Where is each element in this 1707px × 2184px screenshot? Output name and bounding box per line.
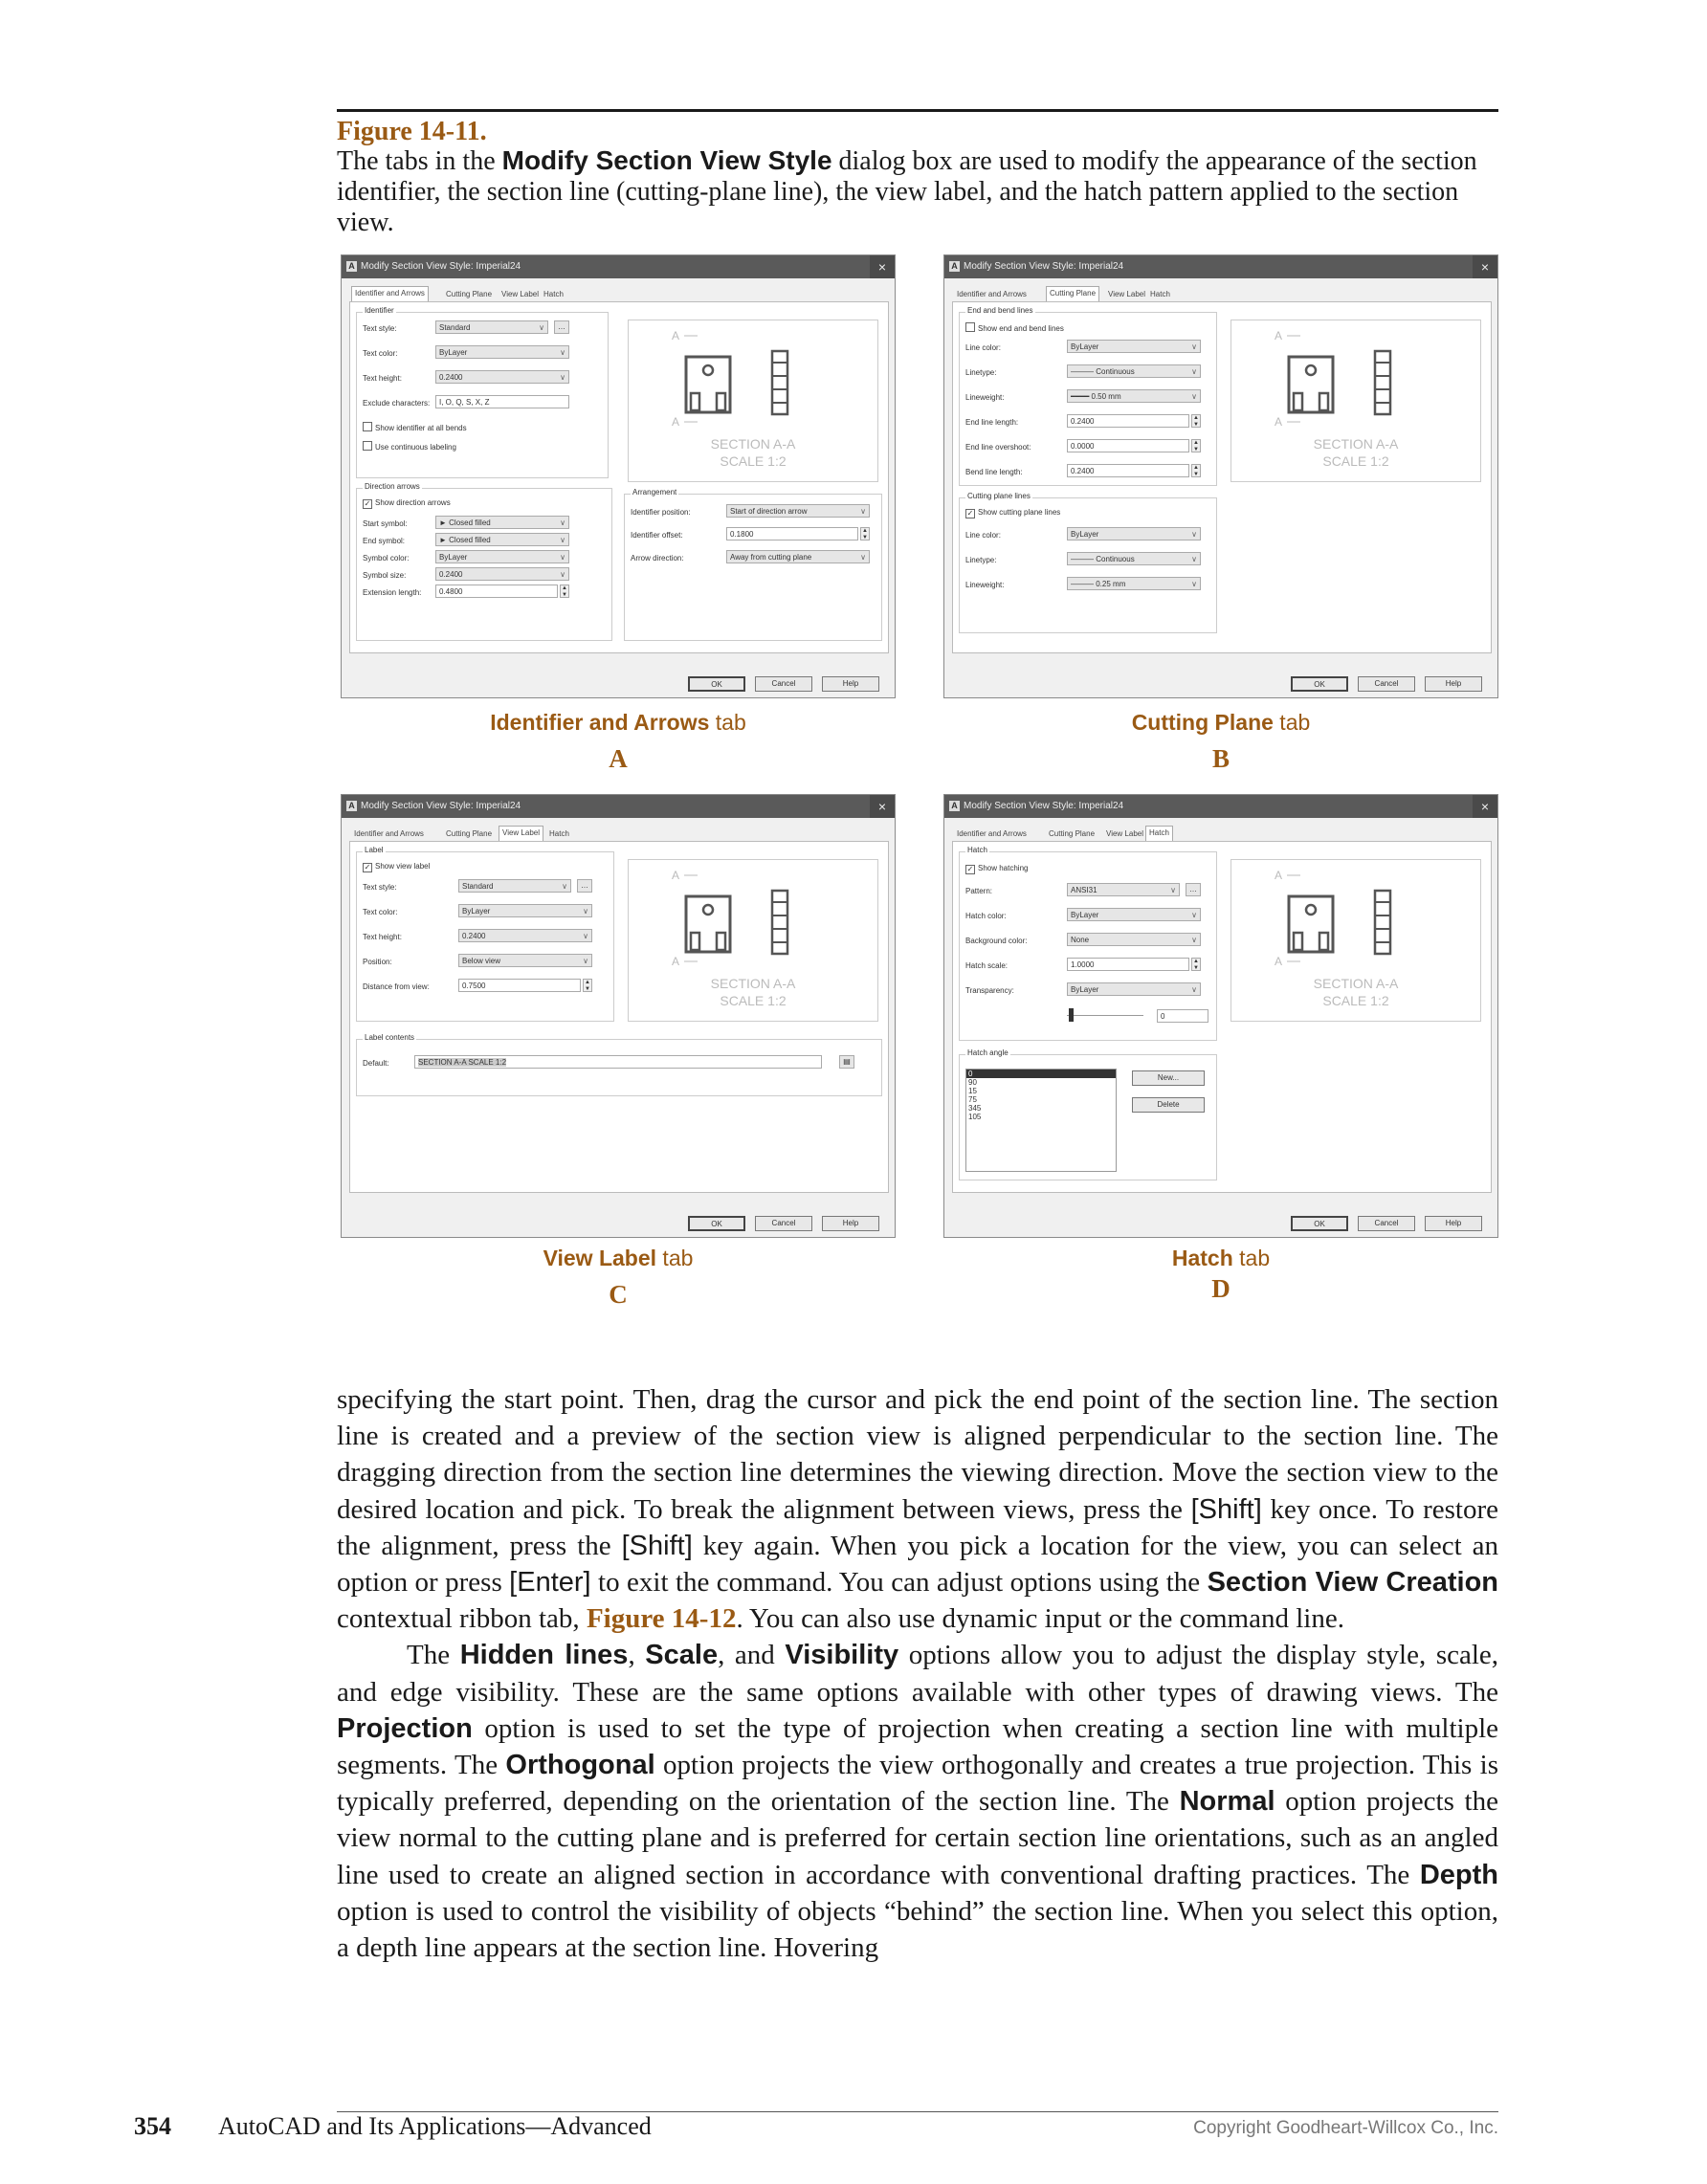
autocad-icon: A [949, 801, 960, 811]
text-height-select[interactable]: 0.2400 ∨ [435, 370, 569, 384]
text-run: key once. To restore the alignment, press the [337, 1493, 1498, 1561]
field-label: Text color: [363, 349, 398, 358]
text-run: , [628, 1640, 646, 1671]
caption-tab-b [1030, 710, 1412, 736]
key-enter: [Enter] [509, 1567, 591, 1599]
line-color-select[interactable]: ByLayer ∨ [1067, 340, 1201, 353]
tab-cutting-plane[interactable]: Cutting Plane [1046, 286, 1099, 302]
caption-tab-d [1030, 1246, 1412, 1271]
group-title: Identifier [365, 306, 394, 315]
autocad-icon: A [949, 261, 960, 272]
transparency-slider-handle[interactable] [1069, 1008, 1074, 1022]
preview-scale-label: SCALE 1:2 [1322, 453, 1389, 469]
tab-name: Hatch [1171, 1246, 1233, 1270]
transparency-select[interactable]: ByLayer ∨ [1067, 982, 1201, 996]
ok-button[interactable]: OK [1291, 1216, 1348, 1231]
text-color-select[interactable]: ByLayer ∨ [458, 904, 592, 917]
marker-top: A [1275, 329, 1283, 342]
field-label: Bend line length: [965, 468, 1023, 476]
text-style-select[interactable]: Standard ∨ [435, 320, 548, 334]
dialog-title: Modify Section View Style: Imperial24 [361, 261, 521, 272]
field-label: Line color: [965, 531, 1001, 540]
marker-top: A [1275, 869, 1283, 882]
list-item[interactable]: 345 [968, 1104, 982, 1113]
identifier-group [356, 306, 609, 478]
ok-button[interactable]: OK [688, 676, 745, 692]
field-label: Arrow direction: [631, 554, 684, 563]
field-label: Distance from view: [363, 982, 430, 991]
ellipsis-button[interactable]: … [554, 320, 569, 334]
field-label: Text height: [363, 933, 402, 941]
tab-word: tab [656, 1246, 694, 1270]
figure-reference-link[interactable]: Figure 14-12 [586, 1603, 737, 1635]
field-label: Text style: [363, 324, 397, 333]
tab-view-label[interactable]: View Label [1108, 290, 1145, 298]
text-run: option projects the view normal to the cutting plane and is preferred for certain section line orientations, such as an angled line used to create an aligned section in accordance with conventional drafting practices. The [337, 1786, 1498, 1890]
key-shift: [Shift] [1190, 1493, 1262, 1525]
copyright-notice: Copyright Goodheart-Willcox Co., Inc. [1193, 2118, 1498, 2138]
group-title: Label [365, 846, 384, 854]
end-symbol-select[interactable]: ► Closed filled ∨ [435, 533, 569, 546]
option-name: Visibility [785, 1640, 899, 1671]
show-cutting-checkbox[interactable]: ✓ Show cutting plane lines [966, 508, 1061, 518]
show-all-bends-checkbox[interactable] [363, 422, 467, 432]
cutting-plane-lines-group [959, 492, 1217, 633]
hatch-angle-group [959, 1048, 1217, 1180]
preview-scale-label: SCALE 1:2 [720, 993, 787, 1008]
field-insert-icon[interactable]: ▤ [839, 1055, 854, 1069]
text-style-select[interactable]: Standard ∨ [458, 879, 571, 893]
preview-scale-label: SCALE 1:2 [720, 453, 787, 469]
tab-name: Cutting Plane [1131, 710, 1274, 735]
cancel-button[interactable]: Cancel [755, 676, 812, 692]
field-label: Position: [363, 958, 392, 966]
field-label: Background color: [965, 937, 1028, 945]
spinner[interactable]: ▲ ▼ [560, 585, 569, 598]
text-run: The [407, 1640, 460, 1671]
help-button[interactable]: Help [822, 1216, 879, 1231]
option-name: Scale [645, 1640, 719, 1671]
hatch-scale-input[interactable]: 1.0000 [1067, 958, 1189, 971]
list-item[interactable]: 75 [968, 1095, 977, 1104]
letter-d: D [1211, 1274, 1230, 1303]
list-item[interactable]: 15 [968, 1087, 977, 1095]
paragraph-2 [337, 1637, 1498, 1966]
cutting-line-color-select[interactable]: ByLayer ∨ [1067, 527, 1201, 540]
tab-name: View Label [543, 1246, 657, 1270]
help-button[interactable]: Help [1425, 1216, 1482, 1231]
preview-section-label: SECTION A-A [710, 436, 796, 452]
dialog-title: Modify Section View Style: Imperial24 [964, 261, 1124, 272]
preview-scale-label: SCALE 1:2 [1322, 993, 1389, 1008]
checkbox-label: Show cutting plane lines [978, 508, 1061, 517]
checkbox-label: Use continuous labeling [375, 443, 456, 452]
field-label: Text height: [363, 374, 402, 383]
preview-pane [628, 859, 878, 1022]
section-preview-graphic [629, 860, 877, 1021]
autocad-icon: A [346, 261, 357, 272]
symbol-size-select[interactable]: 0.2400 ∨ [435, 567, 569, 581]
field-label: Default: [363, 1059, 389, 1068]
hatch-color-select[interactable]: ByLayer ∨ [1067, 908, 1201, 921]
show-hatching-checkbox[interactable]: ✓ Show hatching [966, 864, 1029, 873]
option-name: Hidden lines [459, 1640, 629, 1671]
field-label: Start symbol: [363, 519, 408, 528]
text-run: contextual ribbon tab, [337, 1603, 587, 1635]
tab-identifier-arrows[interactable]: Identifier and Arrows [957, 290, 1027, 298]
close-icon[interactable]: × [1473, 795, 1497, 818]
tab-cutting-plane[interactable]: Cutting Plane [446, 829, 493, 838]
field-label: Text style: [363, 883, 397, 892]
linetype-select[interactable]: ——— Continuous ∨ [1067, 364, 1201, 378]
caption-dialog-name: Modify Section View Style [501, 145, 832, 175]
dialog-cutting-plane [943, 254, 1498, 698]
end-overshoot-input[interactable]: 0.0000 [1067, 439, 1189, 452]
dialog-view-label [341, 794, 896, 1238]
letter-c: C [609, 1280, 628, 1309]
default-label-input[interactable] [414, 1055, 822, 1069]
field-label: Linetype: [965, 556, 997, 564]
field-label: Text color: [363, 908, 398, 916]
field-value: SECTION A-A SCALE 1:2 [418, 1058, 507, 1067]
option-name: Orthogonal [505, 1750, 655, 1781]
cancel-button[interactable]: Cancel [1358, 676, 1415, 692]
help-button[interactable]: Help [822, 676, 879, 692]
group-title: Arrangement [632, 488, 677, 496]
arrow-direction-select[interactable]: Away from cutting plane ∨ [726, 550, 870, 563]
cancel-button[interactable]: Cancel [755, 1216, 812, 1231]
marker-top: A [672, 869, 680, 882]
spinner[interactable]: ▲ ▼ [860, 527, 870, 540]
label-contents-group [356, 1033, 882, 1096]
direction-arrows-group [356, 482, 612, 641]
identifier-position-select[interactable]: Start of direction arrow ∨ [726, 504, 870, 518]
field-label: Lineweight: [965, 581, 1005, 589]
text-run: . You can also use dynamic input or the command line. [736, 1603, 1344, 1635]
option-name: Normal [1179, 1786, 1275, 1818]
book-title: AutoCAD and Its Applications—Advanced [218, 2112, 652, 2140]
tab-hatch[interactable]: Hatch [543, 290, 564, 298]
tab-identifier-arrows[interactable]: Identifier and Arrows [354, 829, 424, 838]
dialog-identifier-arrows [341, 254, 896, 698]
transparency-slider-track [1067, 1015, 1143, 1016]
checkbox-label: Show identifier at all bends [375, 424, 467, 432]
preview-section-label: SECTION A-A [1313, 436, 1399, 452]
key-shift: [Shift] [621, 1530, 693, 1561]
start-symbol-select[interactable]: ► Closed filled ∨ [435, 516, 569, 529]
preview-pane [1230, 320, 1481, 482]
field-label: End line length: [965, 418, 1019, 427]
tab-view-label[interactable]: View Label [1106, 829, 1143, 838]
marker-bottom: A [672, 415, 680, 429]
tab-hatch[interactable]: Hatch [549, 829, 569, 838]
group-title: Hatch [967, 846, 987, 854]
tab-view-label[interactable]: View Label [501, 290, 539, 298]
bend-length-input[interactable]: 0.2400 [1067, 464, 1189, 477]
spinner[interactable]: ▲ ▼ [1191, 439, 1201, 452]
text-run: specifying the start point. Then, drag the cursor and pick the end point of the section line. The section line is created and a preview of the section view is aligned perpendicular to the section line. The dragging direction from the section line determines the viewing direction. Move the section view to the desired location and pick. To break the alignment between views, press the [337, 1384, 1498, 1525]
close-icon[interactable]: × [870, 795, 895, 818]
close-icon[interactable]: × [870, 255, 895, 278]
exclude-chars-input[interactable]: I, O, Q, S, X, Z [435, 395, 569, 408]
tab-cutting-plane[interactable]: Cutting Plane [446, 290, 493, 298]
field-label: End symbol: [363, 537, 406, 545]
delete-angle-button[interactable]: Delete [1132, 1097, 1205, 1113]
text-run: options allow you to adjust the display style, scale, and edge visibility. These are the same options available with other types of drawing views. The [337, 1640, 1499, 1708]
text-run: option is used to set the type of projection when creating a section line with multiple segments. The [337, 1712, 1498, 1781]
group-title: End and bend lines [967, 306, 1033, 315]
close-icon[interactable]: × [1473, 255, 1497, 278]
spinner[interactable]: ▲ ▼ [1191, 958, 1201, 971]
caption-tab-a [427, 710, 809, 736]
figure-label: Figure 14-11. [337, 117, 487, 146]
field-label: End line overshoot: [965, 443, 1031, 452]
paragraph-1 [337, 1381, 1498, 1637]
tab-view-label[interactable]: View Label [499, 826, 543, 842]
caption-tab-c [427, 1246, 809, 1271]
hatch-group [959, 846, 1217, 1041]
section-preview-graphic [1231, 320, 1480, 481]
cancel-button[interactable]: Cancel [1358, 1216, 1415, 1231]
field-label: Line color: [965, 343, 1001, 352]
ellipsis-button[interactable]: … [1186, 883, 1201, 896]
hatch-angle-list[interactable] [965, 1069, 1117, 1172]
distance-input[interactable]: 0.7500 [458, 979, 581, 992]
tab-word: tab [1232, 1246, 1271, 1270]
dialog-titlebar [944, 255, 1497, 278]
preview-section-label: SECTION A-A [710, 976, 796, 991]
select-value: Closed filled [449, 536, 491, 544]
show-end-checkbox[interactable] [965, 322, 1064, 333]
text-run: key again. When you pick a location for the view, you can select an option or press [337, 1530, 1499, 1599]
spinner[interactable]: ▲ ▼ [1191, 464, 1201, 477]
marker-bottom: A [1275, 955, 1283, 968]
text-run: option is used to control the visibility of objects “behind” the section line. When you select this option, a depth line appears at the section line. Hovering [337, 1895, 1498, 1964]
select-value: 0.50 mm [1091, 392, 1121, 401]
tab-cutting-plane[interactable]: Cutting Plane [1049, 829, 1096, 838]
option-name: Depth [1419, 1859, 1498, 1890]
select-value: Closed filled [449, 518, 491, 527]
transparency-value-input[interactable]: 0 [1157, 1009, 1208, 1023]
field-label: Exclude characters: [363, 399, 431, 408]
identifier-offset-input[interactable]: 0.1800 [726, 527, 858, 540]
tab-name: Identifier and Arrows [490, 710, 710, 735]
ok-button[interactable]: OK [1291, 676, 1348, 692]
label-group [356, 846, 614, 1022]
spinner[interactable]: ▲ ▼ [583, 979, 592, 992]
checkbox-label: Show hatching [978, 864, 1029, 872]
select-value: Continuous [1096, 367, 1135, 376]
dialog-titlebar [944, 795, 1497, 818]
list-item[interactable]: 0 [966, 1070, 1116, 1078]
symbol-color-select[interactable]: ByLayer ∨ [435, 550, 569, 563]
tab-identifier-arrows[interactable]: Identifier and Arrows [957, 829, 1027, 838]
letter-b: B [1211, 744, 1230, 773]
letter-a: A [609, 744, 628, 773]
select-value: Continuous [1096, 555, 1135, 563]
field-label: Identifier offset: [631, 531, 683, 540]
field-label: Pattern: [965, 887, 993, 895]
tab-identifier-arrows[interactable]: Identifier and Arrows [351, 286, 429, 302]
field-label: Extension length: [363, 588, 422, 597]
checkbox-label: Show end and bend lines [978, 324, 1064, 333]
group-title: Label contents [365, 1033, 415, 1042]
text-run: option projects the view orthogonally and creates a true projection. This is typically preferred, depending on the orientation of the section line. The [337, 1750, 1498, 1818]
dialog-title: Modify Section View Style: Imperial24 [361, 801, 521, 811]
marker-bottom: A [672, 955, 680, 968]
top-rule [337, 109, 1498, 112]
show-arrows-checkbox[interactable]: ✓ Show direction arrows [364, 498, 451, 508]
text-run: to exit the command. You can adjust options using the [590, 1567, 1208, 1599]
caption-text: The tabs in the [337, 146, 502, 176]
marker-bottom: A [1275, 415, 1283, 429]
tab-word: tab [1273, 710, 1311, 735]
section-preview-graphic [629, 320, 877, 481]
pattern-select[interactable]: ANSI31 ∨ [1067, 883, 1180, 896]
field-label: Identifier position: [631, 508, 691, 517]
field-label: Transparency: [965, 986, 1014, 995]
tab-word: tab [709, 710, 746, 735]
preview-section-label: SECTION A-A [1313, 976, 1399, 991]
select-value: 0.25 mm [1096, 580, 1126, 588]
cutting-lineweight-select[interactable]: ——— 0.25 mm ∨ [1067, 577, 1201, 590]
field-label: Symbol size: [363, 571, 407, 580]
field-label: Lineweight: [965, 393, 1005, 402]
list-item[interactable]: 105 [968, 1113, 982, 1121]
end-length-input[interactable]: 0.2400 [1067, 414, 1189, 428]
autocad-icon: A [346, 801, 357, 811]
new-angle-button[interactable]: New... [1132, 1070, 1205, 1086]
arrangement-group [624, 488, 882, 641]
spinner[interactable]: ▲ ▼ [1191, 414, 1201, 428]
tab-hatch[interactable]: Hatch [1150, 290, 1170, 298]
page-number: 354 [134, 2112, 171, 2140]
text-run: , and [718, 1640, 786, 1671]
tab-hatch[interactable]: Hatch [1145, 826, 1173, 842]
checkbox-label: Show view label [375, 862, 431, 871]
caption-text-end: dialog box are used to modify the appearance of the section identifier, the section line (cutting-plane line), the view label, and the hatch pattern applied to the section view. [337, 146, 1477, 237]
body-text [337, 1381, 1498, 1966]
marker-top: A [672, 329, 680, 342]
ellipsis-button[interactable]: … [577, 879, 592, 893]
field-label: Symbol color: [363, 554, 410, 563]
checkbox-label: Show direction arrows [375, 498, 451, 507]
lineweight-select[interactable]: ━━━━ 0.50 mm ∨ [1067, 389, 1201, 403]
group-title: Direction arrows [365, 482, 420, 491]
section-preview-graphic [1231, 860, 1480, 1021]
show-label-checkbox[interactable]: ✓ Show view label [364, 862, 431, 871]
field-label: Hatch scale: [965, 961, 1009, 970]
dialog-hatch [943, 794, 1498, 1238]
group-title: Cutting plane lines [967, 492, 1031, 500]
cutting-linetype-select[interactable]: ——— Continuous ∨ [1067, 552, 1201, 565]
preview-pane [1230, 859, 1481, 1022]
dialog-titlebar [342, 795, 895, 818]
dialog-title: Modify Section View Style: Imperial24 [964, 801, 1124, 811]
text-color-select[interactable]: ByLayer ∨ [435, 345, 569, 359]
option-name: Projection [337, 1712, 473, 1744]
position-select[interactable]: Below view ∨ [458, 954, 592, 967]
dialog-titlebar [342, 255, 895, 278]
preview-pane [628, 320, 878, 482]
field-label: Hatch color: [965, 912, 1007, 920]
text-height-select[interactable]: 0.2400 ∨ [458, 929, 592, 942]
ok-button[interactable]: OK [688, 1216, 745, 1231]
continuous-labeling-checkbox[interactable] [363, 441, 456, 452]
end-bend-group [959, 306, 1217, 486]
ribbon-tab-name: Section View Creation [1207, 1567, 1499, 1599]
help-button[interactable]: Help [1425, 676, 1482, 692]
figure-caption [337, 145, 1498, 238]
group-title: Hatch angle [967, 1048, 1009, 1057]
extension-length-input[interactable]: 0.4800 [435, 585, 558, 598]
background-color-select[interactable]: None ∨ [1067, 933, 1201, 946]
list-item[interactable]: 90 [968, 1078, 977, 1087]
field-label: Linetype: [965, 368, 997, 377]
